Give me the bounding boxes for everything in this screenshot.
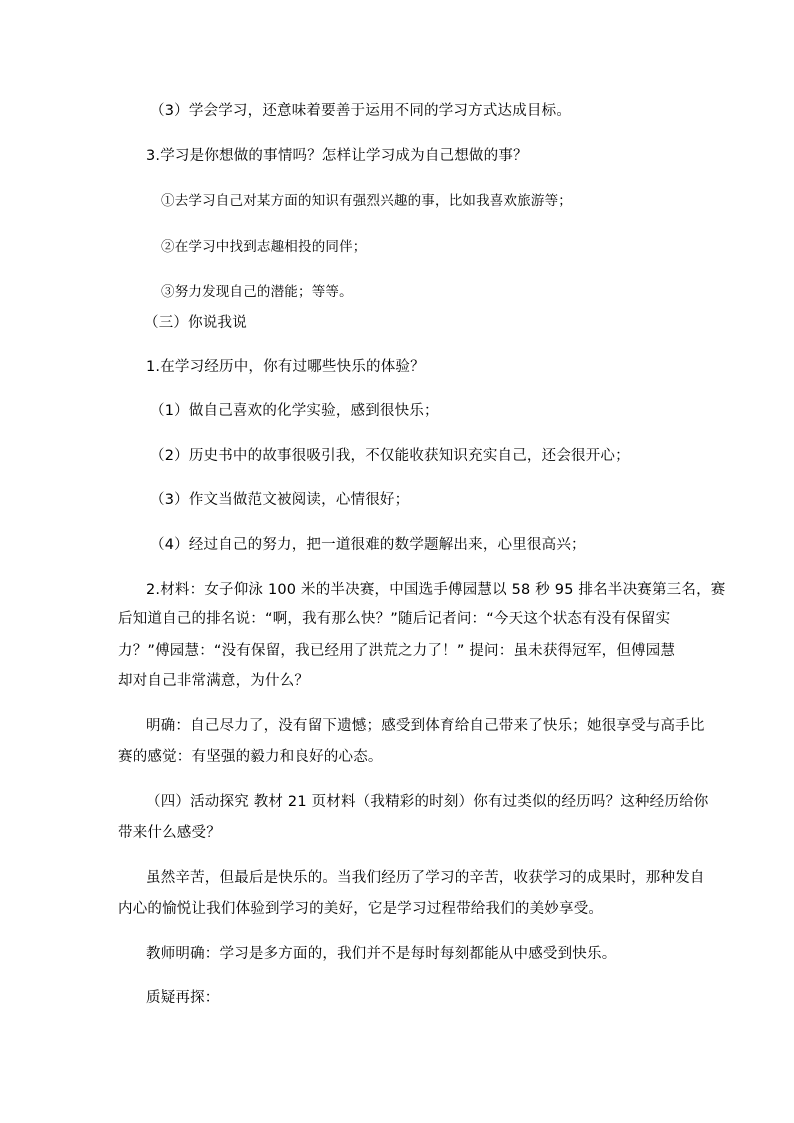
material-paragraph-line: 力？”傅园慧：“没有保留，我已经用了洪荒之力了！” 提问：虽未获得冠军，但傅园慧 <box>118 643 676 659</box>
material-paragraph-line: 2.材料：女子仰泳 100 米的半决赛，中国选手傅园慧以 58 秒 95 排名半决赛第三名，赛 <box>146 582 726 598</box>
clarify-paragraph-line: 赛的感觉：有坚强的毅力和良好的心态。 <box>118 749 383 765</box>
summary-paragraph-line: 内心的愉悦让我们体验到学习的美好，它是学习过程带给我们的美妙享受。 <box>118 901 604 917</box>
text-line: （3）学会学习，还意味着要善于运用不同的学习方式达成目标。 <box>150 103 572 119</box>
list-item: （2）历史书中的故事很吸引我，不仅能收获知识充实自己，还会很开心； <box>150 448 630 464</box>
list-item: （4）经过自己的努力，把一道很难的数学题解出来，心里很高兴； <box>150 537 586 553</box>
section-heading: （三）你说我说 <box>144 315 247 331</box>
list-item: （3）作文当做范文被阅读，心情很好； <box>150 492 410 508</box>
teacher-statement: 教师明确：学习是多方面的，我们并不是每时每刻都能从中感受到快乐。 <box>146 946 617 962</box>
clarify-paragraph-line: 明确：自己尽力了，没有留下遗憾；感受到体育给自己带来了快乐；她很享受与高手比 <box>146 718 705 734</box>
list-item: ③努力发现自己的潜能；等等。 <box>161 284 353 300</box>
activity-paragraph-line: 带来什么感受？ <box>118 825 221 841</box>
list-item: ②在学习中找到志趣相投的同伴； <box>161 239 367 255</box>
question-heading: 1.在学习经历中，你有过哪些快乐的体验？ <box>146 359 425 375</box>
list-item: （1）做自己喜欢的化学实验，感到很快乐； <box>150 403 439 419</box>
activity-paragraph-line: （四）活动探究 教材 21 页材料（我精彩的时刻）你有过类似的经历吗？这种经历给你 <box>146 794 709 810</box>
summary-paragraph-line: 虽然辛苦，但最后是快乐的。当我们经历了学习的辛苦，收获学习的成果时，那种发自 <box>146 870 705 886</box>
material-paragraph-line: 后知道自己的排名说：“啊，我有那么快？”随后记者问：“今天这个状态有没有保留实 <box>118 611 671 627</box>
question-prompt: 质疑再探： <box>146 990 220 1006</box>
question-heading: 3.学习是你想做的事情吗？怎样让学习成为自己想做的事？ <box>146 148 528 164</box>
material-paragraph-line: 却对自己非常满意，为什么？ <box>118 673 310 689</box>
list-item: ①去学习自己对某方面的知识有强烈兴趣的事，比如我喜欢旅游等； <box>161 193 572 209</box>
